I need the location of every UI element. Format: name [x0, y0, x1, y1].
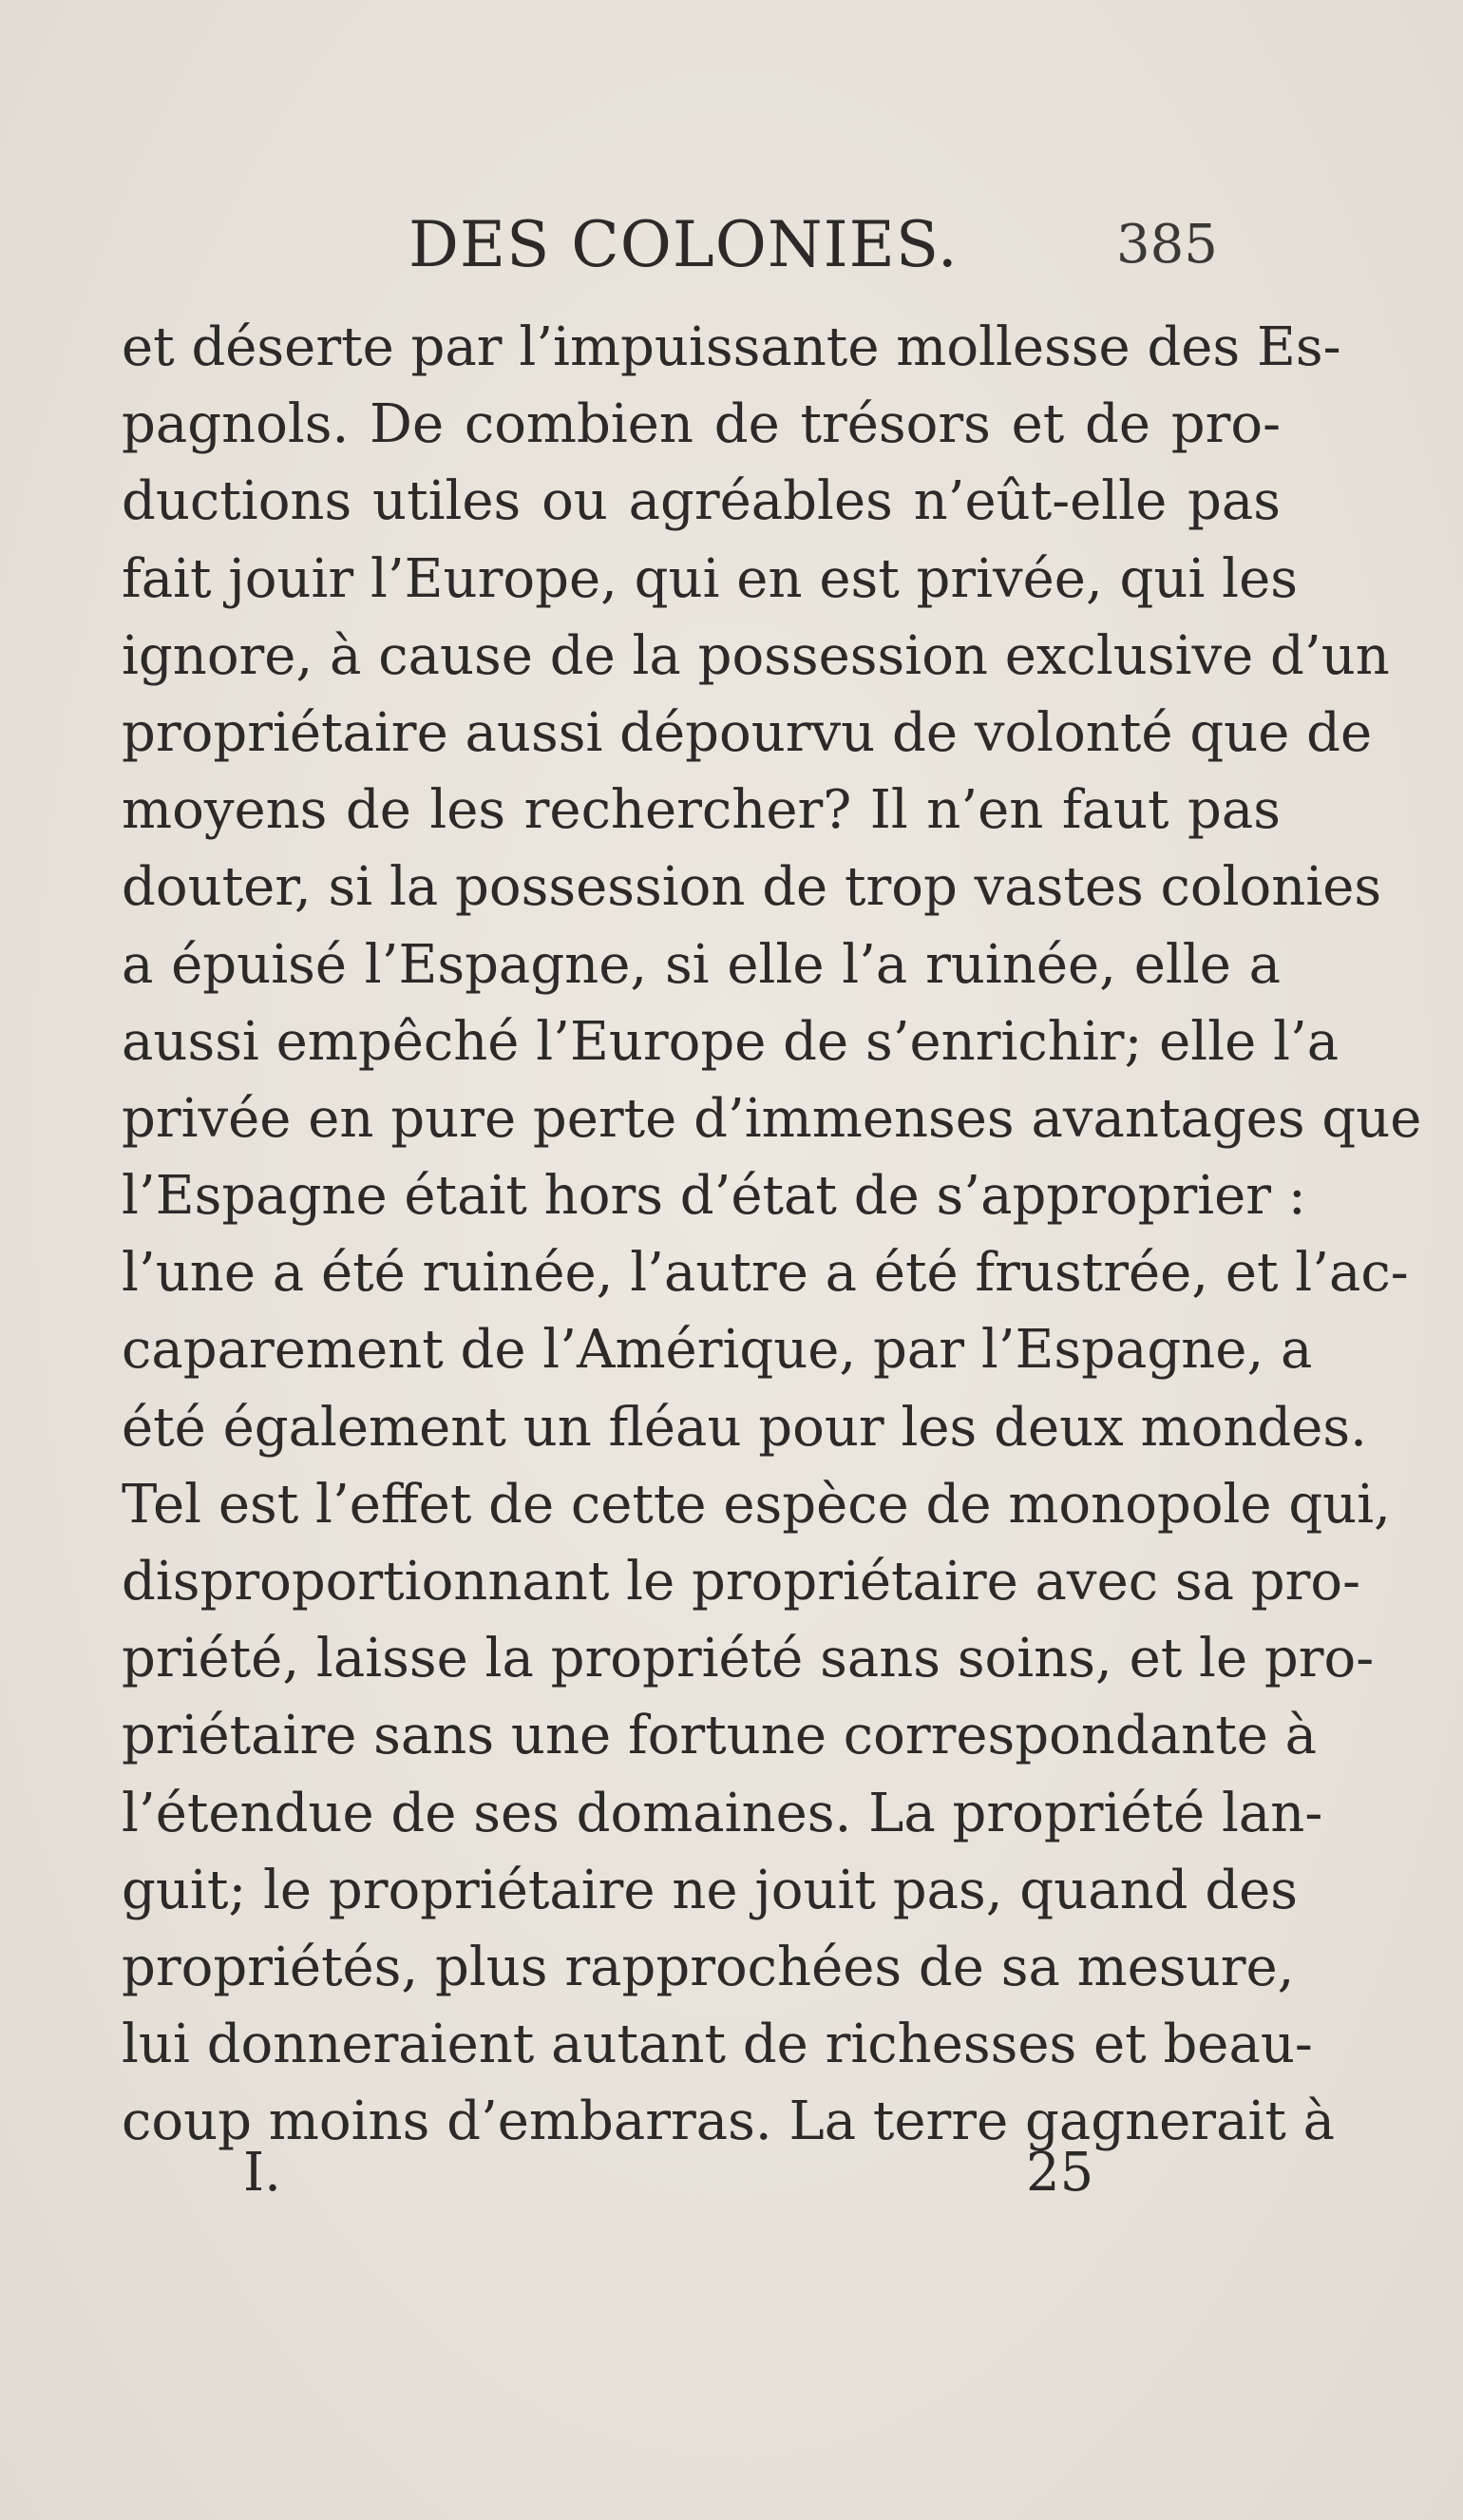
text-line: et déserte par l’impuissante mollesse des Es-: [122, 316, 1341, 378]
text-line: guit; le propriétaire ne jouit pas, quand des: [122, 1859, 1299, 1921]
running-head: [0, 207, 1463, 283]
text-line: coup moins d’embarras. La terre gagnerait à: [122, 2090, 1336, 2153]
text-line: disproportionnant le propriétaire avec sa pro-: [122, 1551, 1361, 1613]
text-line: priétaire sans une fortune correspondante à: [122, 1705, 1318, 1767]
text-line: été également un fléau pour les deux mondes.: [122, 1396, 1367, 1459]
text-line: l’Espagne était hors d’état de s’approprier :: [122, 1165, 1306, 1228]
text-line: pagnols. De combien de trésors et de pro-: [122, 393, 1281, 456]
text-line: fait jouir l’Europe, qui en est privée, qui les: [122, 547, 1298, 610]
text-line: privée en pure perte d’immenses avantages que: [122, 1087, 1422, 1150]
text-line: douter, si la possession de trop vastes colonies: [122, 856, 1382, 919]
text-line: l’une a été ruinée, l’autre a été frustrée, et l’ac-: [122, 1242, 1409, 1305]
text-body: [122, 309, 1422, 2161]
text-line: lui donneraient autant de richesses et beau-: [122, 2014, 1313, 2076]
text-line: a épuisé l’Espagne, si elle l’a ruinée, elle a: [122, 933, 1281, 996]
text-line: propriétés, plus rapprochées de sa mesure,: [122, 1936, 1295, 1998]
text-line: ductions utiles ou agréables n’eût-elle pas: [122, 470, 1281, 533]
signature-number: 25: [1026, 2142, 1094, 2204]
text-line: aussi empêché l’Europe de s’enrichir; elle l’a: [122, 1010, 1340, 1073]
text-line: Tel est l’effet de cette espèce de monopole qui,: [122, 1473, 1391, 1536]
text-line: ignore, à cause de la possession exclusive d’un: [122, 624, 1390, 687]
text-line: priété, laisse la propriété sans soins, et le pro-: [122, 1628, 1375, 1690]
text-line: moyens de les rechercher? Il n’en faut pas: [122, 779, 1281, 842]
page-footer: [0, 2140, 1463, 2206]
running-title: DES COLONIES.: [408, 208, 959, 281]
signature-mark: I.: [243, 2142, 281, 2204]
text-line: l’étendue de ses domaines. La propriété lan-: [122, 1782, 1323, 1844]
page-number: 385: [1116, 214, 1218, 276]
text-line: propriétaire aussi dépourvu de volonté que de: [122, 701, 1373, 764]
text-line: caparement de l’Amérique, par l’Espagne, a: [122, 1319, 1313, 1382]
